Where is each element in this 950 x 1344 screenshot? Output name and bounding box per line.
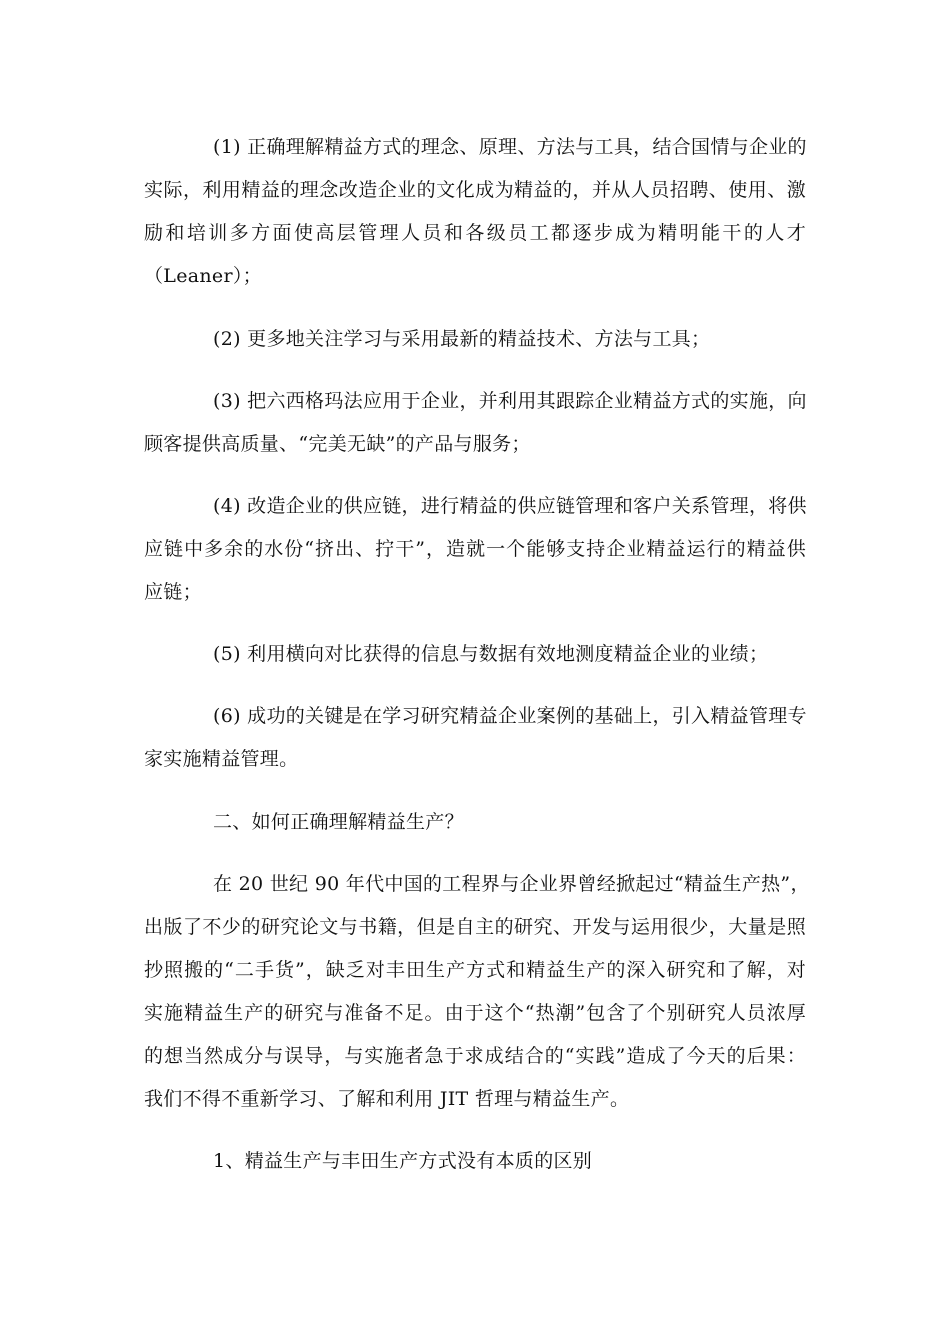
paragraph-line: (1) 正确理解精益方式的理念、原理、方法与工具，结合国情与企业的 — [213, 136, 807, 158]
paragraph-line: (5) 利用横向对比获得的信息与数据有效地测度精益企业的业绩； — [213, 643, 769, 665]
paragraph-line: (6) 成功的关键是在学习研究精益企业案例的基础上，引入精益管理专 — [213, 705, 807, 727]
subsection-heading-text: 1、精益生产与丰田生产方式没有本质的区别 — [213, 1150, 593, 1172]
paragraph-line: 应链； — [144, 581, 202, 603]
paragraph-line: 顾客提供高质量、“完美无缺”的产品与服务； — [144, 433, 531, 455]
paragraph-line: 我们不得不重新学习、了解和利用 JIT 哲理与精益生产。 — [144, 1088, 630, 1110]
paragraph-line: 应链中多余的水份“挤出、拧干”，造就一个能够支持企业精益运行的精益供 — [144, 538, 806, 560]
paragraph-line: 在 20 世纪 90 年代中国的工程界与企业界曾经掀起过“精益生产热”， — [213, 873, 810, 895]
paragraph-line: (4) 改造企业的供应链，进行精益的供应链管理和客户关系管理，将供 — [213, 495, 807, 517]
section-heading-text: 二、如何正确理解精益生产？ — [213, 811, 464, 833]
paragraph-line: 出版了不少的研究论文与书籍，但是自主的研究、开发与运用很少，大量是照 — [144, 916, 806, 938]
paragraph-line: 实际，利用精益的理念改造企业的文化成为精益的，并从人员招聘、使用、激 — [144, 179, 806, 201]
paragraph-line: （Leaner）； — [144, 265, 262, 287]
paragraph-line: 家实施精益管理。 — [144, 748, 299, 770]
paragraph-line: 的想当然成分与误导，与实施者急于求成结合的“实践”造成了今天的后果： — [144, 1045, 806, 1067]
paragraph-line: 实施精益生产的研究与准备不足。由于这个“热潮”包含了个别研究人员浓厚 — [144, 1002, 806, 1024]
paragraph-line: 励和培训多方面使高层管理人员和各级员工都逐步成为精明能干的人才 — [144, 222, 806, 244]
paragraph-line: 抄照搬的“二手货”，缺乏对丰田生产方式和精益生产的深入研究和了解，对 — [144, 959, 806, 981]
paragraph-line: (3) 把六西格玛法应用于企业，并利用其跟踪企业精益方式的实施，向 — [213, 390, 807, 412]
paragraph-line: (2) 更多地关注学习与采用最新的精益技术、方法与工具； — [213, 328, 711, 350]
